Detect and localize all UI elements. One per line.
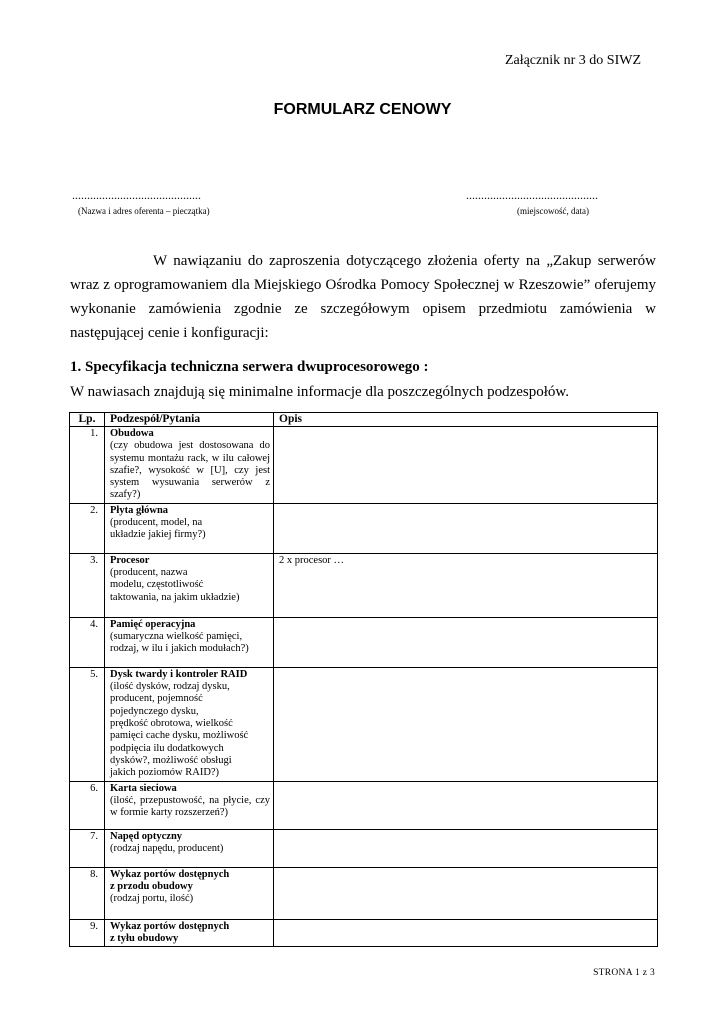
row-component <box>105 503 274 553</box>
row-lp: 5. <box>70 667 105 781</box>
table-row <box>70 617 658 667</box>
table-row <box>70 867 658 919</box>
row-description[interactable] <box>274 829 658 867</box>
table-row <box>70 667 658 781</box>
row-description[interactable] <box>274 503 658 553</box>
row-description[interactable] <box>274 781 658 829</box>
component-desc: (producent, nazwa modelu, częstotliwość taktowania, na jakim układzie) <box>110 567 240 603</box>
row-lp: 4. <box>70 617 105 667</box>
row-lp: 7. <box>70 829 105 867</box>
row-component <box>105 919 274 947</box>
signature-dots-right: ............................................ <box>466 188 598 202</box>
component-desc: (ilość dysków, rodzaj dysku, producent, pojemność pojedynczego dysku, prędkość obrotowa, wielkość pamięci cache dysku, możliwość podpięcia ilu dodatkowych dysków?, możliwość obsługi jakich poziomów RAID?) <box>110 681 249 779</box>
signature-dots-left: ........................................... <box>72 188 201 202</box>
row-description[interactable] <box>274 617 658 667</box>
row-description[interactable] <box>274 867 658 919</box>
annex-label: Załącznik nr 3 do SIWZ <box>504 53 641 68</box>
component-desc: (producent, model, na układzie jakiej firmy?) <box>110 517 206 541</box>
table-row <box>70 919 658 947</box>
row-component <box>105 867 274 919</box>
component-name: Pamięć operacyjna <box>110 618 196 630</box>
component-desc: (ilość, przepustowość, na płycie, czy w formie karty rozszerzeń?) <box>110 795 270 819</box>
signature-caption-right: (miejscowość, data) <box>517 206 589 216</box>
component-desc: (rodzaj napędu, producent) <box>110 843 224 855</box>
row-lp: 3. <box>70 553 105 617</box>
component-name: Dysk twardy i kontroler RAID <box>110 668 248 680</box>
component-name: Napęd optyczny <box>110 830 183 842</box>
row-lp: 9. <box>70 919 105 947</box>
row-lp: 1. <box>70 427 105 504</box>
row-description[interactable] <box>274 919 658 947</box>
header-component: Podzespół/Pytania <box>105 413 274 427</box>
table-row <box>70 503 658 553</box>
component-name: Procesor <box>110 554 150 566</box>
row-component <box>105 553 274 617</box>
table-row <box>70 553 658 617</box>
component-name: Karta sieciowa <box>110 782 177 794</box>
page-number: STRONA 1 z 3 <box>593 968 655 978</box>
spec-table <box>69 412 658 947</box>
component-desc: (sumaryczna wielkość pamięci, rodzaj, w ilu i jakich modułach?) <box>110 631 249 655</box>
row-component <box>105 829 274 867</box>
row-lp: 6. <box>70 781 105 829</box>
row-component <box>105 781 274 829</box>
component-name: Obudowa <box>110 428 154 439</box>
row-component <box>105 667 274 781</box>
row-lp: 8. <box>70 867 105 919</box>
row-description[interactable] <box>274 427 658 504</box>
table-row <box>70 781 658 829</box>
component-name: Płyta główna <box>110 504 169 516</box>
row-description[interactable] <box>274 667 658 781</box>
section-title: 1. Specyfikacja techniczna serwera dwuprocesorowego : <box>70 359 429 375</box>
section-note: W nawiasach znajdują się minimalne informacje dla poszczególnych podzespołów. <box>70 384 569 400</box>
component-desc: (czy obudowa jest dostosowana do systemu montażu rack, w ilu całowej szafie?, wysokość w [U], czy jest system wysuwania serwerów z szafy?) <box>110 440 270 501</box>
component-name: Wykaz portów dostępnych z przodu obudowy <box>110 868 230 893</box>
row-description[interactable]: 2 x procesor … <box>274 553 658 617</box>
row-component <box>105 427 274 504</box>
header-description: Opis <box>274 413 658 427</box>
header-lp: Lp. <box>70 413 105 427</box>
table-row <box>70 829 658 867</box>
component-name: Wykaz portów dostępnych z tyłu obudowy <box>110 920 230 945</box>
component-desc: (rodzaj portu, ilość) <box>110 893 194 905</box>
row-component <box>105 617 274 667</box>
signature-caption-left: (Nazwa i adres oferenta – pieczątka) <box>78 206 210 216</box>
row-lp: 2. <box>70 503 105 553</box>
table-row <box>70 427 658 504</box>
table-header-row <box>70 413 658 427</box>
page-title: FORMULARZ CENOWY <box>273 101 452 118</box>
intro-paragraph: W nawiązaniu do zaproszenia dotyczącego złożenia oferty na „Zakup serwerów wraz z oprogramowaniem dla Miejskiego Ośrodka Pomocy Społecznej w Rzeszowie” oferujemy wykonanie zamówienia zgodnie ze szczegółowym opisem przedmiotu zamówienia w następującej cenie i konfiguracji: <box>70 253 656 341</box>
